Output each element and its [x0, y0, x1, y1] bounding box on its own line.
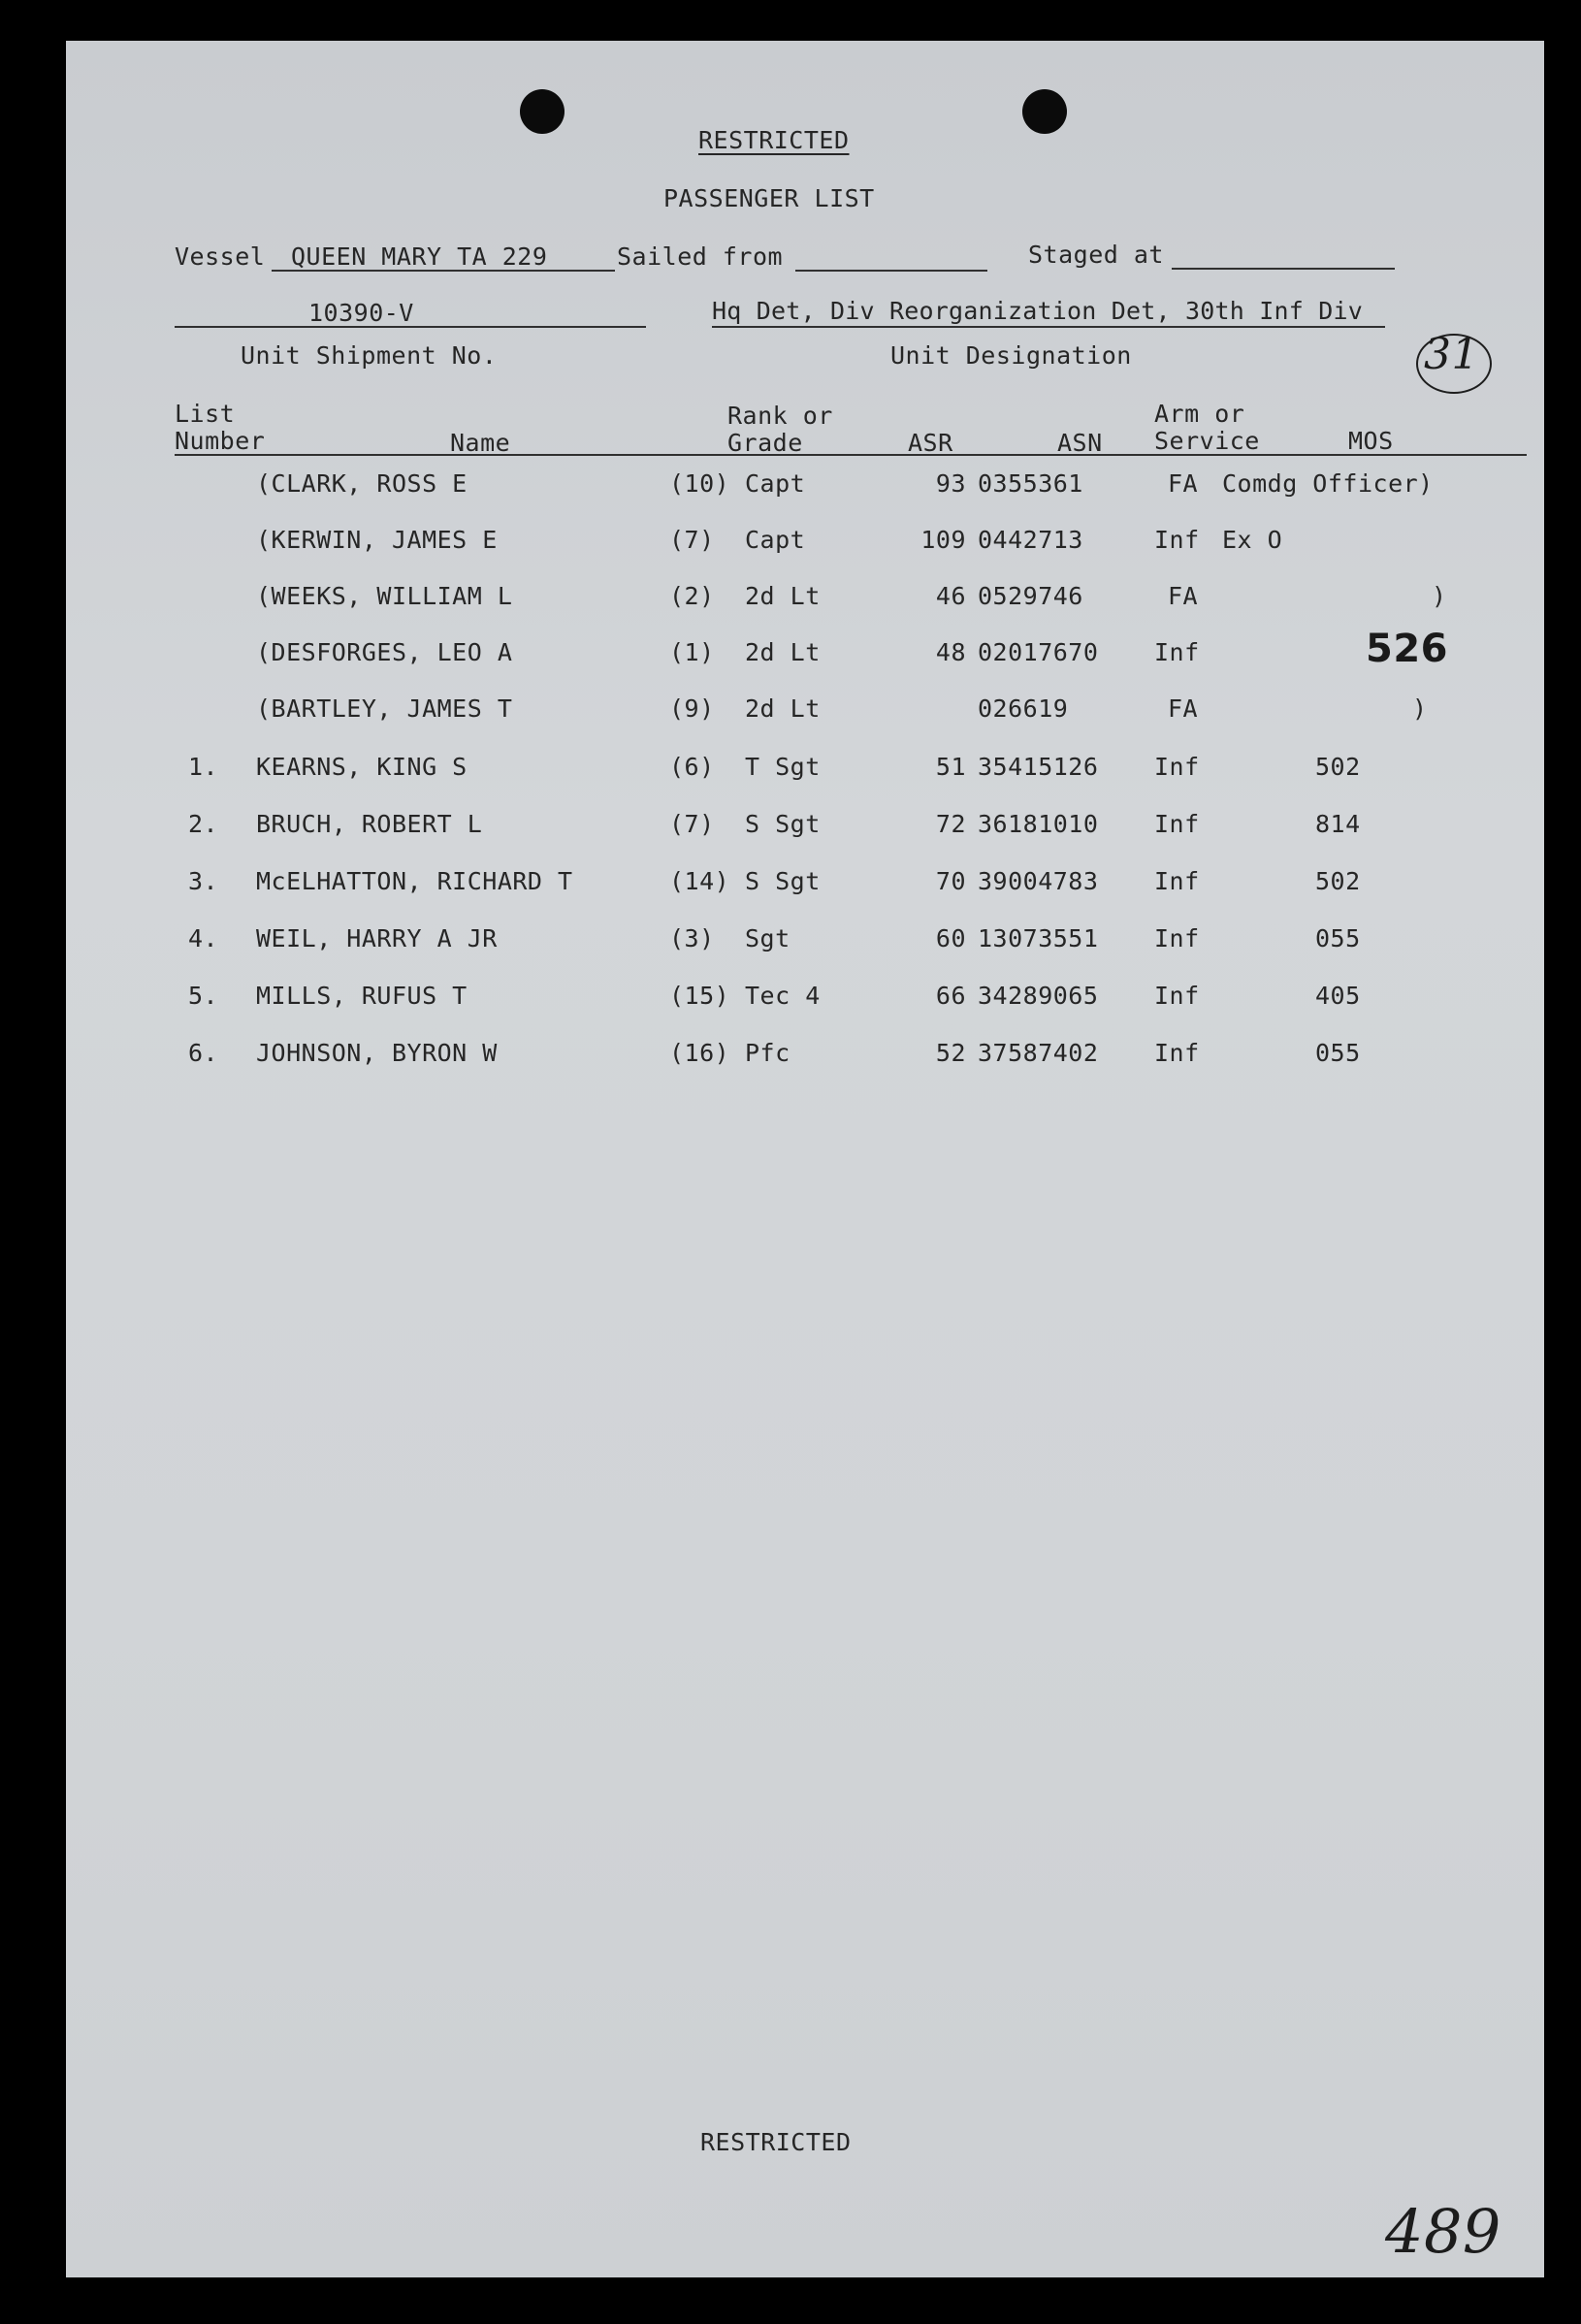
- row-mos: 055: [1315, 1039, 1361, 1067]
- row-rank: Pfc: [745, 1039, 790, 1067]
- row-rank: T Sgt: [745, 753, 821, 781]
- row-seq: (7): [669, 526, 715, 554]
- row-asr: 109: [920, 526, 966, 554]
- row-arm: Inf: [1154, 810, 1200, 838]
- row-number: 1.: [188, 753, 219, 781]
- row-seq: (9): [669, 694, 715, 723]
- unit-shipment-value: 10390-V: [308, 299, 414, 327]
- col-asn-header: ASN: [1057, 429, 1103, 457]
- row-arm: Inf: [1154, 1039, 1200, 1067]
- col-mos-header: MOS: [1348, 427, 1394, 455]
- row-seq: (14): [669, 867, 730, 895]
- unit-shipment-label: Unit Shipment No.: [241, 341, 498, 370]
- row-rank: Sgt: [745, 924, 790, 952]
- table-row: [66, 810, 1544, 858]
- document-page: [66, 41, 1544, 2277]
- table-row: [66, 638, 1544, 687]
- table-row: [66, 1039, 1544, 1087]
- row-asr: 66: [935, 982, 966, 1010]
- col-list-header-2: Number: [175, 427, 266, 455]
- row-name: (DESFORGES, LEO A: [256, 638, 513, 666]
- row-arm: FA: [1168, 582, 1199, 610]
- unit-designation-underline: [712, 326, 1385, 328]
- row-mos: 502: [1315, 753, 1361, 781]
- row-asn: 0442713: [978, 526, 1083, 554]
- table-row: [66, 753, 1544, 801]
- col-list-header-1: List: [175, 400, 236, 428]
- table-row: [66, 526, 1544, 574]
- row-asr: 93: [935, 469, 966, 498]
- row-mos: Comdg Officer): [1222, 469, 1434, 498]
- row-arm: Inf: [1154, 638, 1200, 666]
- row-rank: Tec 4: [745, 982, 821, 1010]
- row-asn: 026619: [978, 694, 1069, 723]
- table-row: [66, 469, 1544, 518]
- row-name: (CLARK, ROSS E: [256, 469, 468, 498]
- row-rank: S Sgt: [745, 810, 821, 838]
- row-asr: 60: [935, 924, 966, 952]
- row-rank: 2d Lt: [745, 638, 821, 666]
- row-rank: Capt: [745, 526, 806, 554]
- row-asn: 0355361: [978, 469, 1083, 498]
- row-asn: 37587402: [978, 1039, 1099, 1067]
- col-name-header: Name: [450, 429, 511, 457]
- table-row: [66, 582, 1544, 630]
- row-asn: 35415126: [978, 753, 1099, 781]
- row-seq: (15): [669, 982, 730, 1010]
- row-mos: Ex O: [1222, 526, 1283, 554]
- row-name: (BARTLEY, JAMES T: [256, 694, 513, 723]
- row-mos: 814: [1315, 810, 1361, 838]
- table-row: [66, 867, 1544, 916]
- stamp-number: 526: [1366, 627, 1448, 671]
- row-name: JOHNSON, BYRON W: [256, 1039, 498, 1067]
- row-asr: 72: [935, 810, 966, 838]
- header-underline: [175, 454, 1527, 456]
- row-seq: (1): [669, 638, 715, 666]
- punch-hole-left: [520, 89, 565, 134]
- row-arm: FA: [1168, 694, 1199, 723]
- row-seq: (3): [669, 924, 715, 952]
- row-number: 5.: [188, 982, 219, 1010]
- row-arm: Inf: [1154, 867, 1200, 895]
- vessel-value: QUEEN MARY TA 229: [291, 242, 548, 271]
- row-number: 6.: [188, 1039, 219, 1067]
- row-asn: 36181010: [978, 810, 1099, 838]
- restricted-footer: RESTRICTED: [700, 2128, 852, 2156]
- row-number: 2.: [188, 810, 219, 838]
- unit-designation-value: Hq Det, Div Reorganization Det, 30th Inf Div: [712, 297, 1364, 325]
- staged-at-underline: [1172, 268, 1395, 270]
- document-title: PASSENGER LIST: [663, 184, 875, 212]
- row-asn: 39004783: [978, 867, 1099, 895]
- row-seq: (2): [669, 582, 715, 610]
- row-asr: 46: [935, 582, 966, 610]
- col-rank-header-1: Rank or: [727, 402, 833, 430]
- page-number: 489: [1385, 2196, 1501, 2267]
- table-row: [66, 982, 1544, 1030]
- sailed-from-label: Sailed from: [617, 242, 784, 271]
- row-seq: (6): [669, 753, 715, 781]
- row-asn: 02017670: [978, 638, 1099, 666]
- row-rank: 2d Lt: [745, 582, 821, 610]
- row-arm: Inf: [1154, 924, 1200, 952]
- row-asn: 13073551: [978, 924, 1099, 952]
- row-seq: (7): [669, 810, 715, 838]
- row-mos: 502: [1315, 867, 1361, 895]
- row-asn: 34289065: [978, 982, 1099, 1010]
- row-seq: (16): [669, 1039, 730, 1067]
- unit-designation-label: Unit Designation: [890, 341, 1132, 370]
- sailed-from-underline: [795, 270, 987, 272]
- punch-hole-right: [1022, 89, 1067, 134]
- row-arm: Inf: [1154, 982, 1200, 1010]
- row-asr: 52: [935, 1039, 966, 1067]
- restricted-header: RESTRICTED: [698, 126, 850, 154]
- row-asr: 51: [935, 753, 966, 781]
- col-arm-header-1: Arm or: [1154, 400, 1245, 428]
- row-arm: Inf: [1154, 526, 1200, 554]
- col-rank-header-2: Grade: [727, 429, 803, 457]
- row-name: (WEEKS, WILLIAM L: [256, 582, 513, 610]
- staged-at-label: Staged at: [1028, 241, 1164, 269]
- row-name: WEIL, HARRY A JR: [256, 924, 498, 952]
- row-arm: FA: [1168, 469, 1199, 498]
- row-rank: 2d Lt: [745, 694, 821, 723]
- row-asr: 70: [935, 867, 966, 895]
- row-number: 4.: [188, 924, 219, 952]
- row-mos: ): [1412, 694, 1428, 723]
- row-name: (KERWIN, JAMES E: [256, 526, 498, 554]
- row-asr: 48: [935, 638, 966, 666]
- row-mos: 405: [1315, 982, 1361, 1010]
- row-rank: S Sgt: [745, 867, 821, 895]
- row-seq: (10): [669, 469, 730, 498]
- row-name: McELHATTON, RICHARD T: [256, 867, 573, 895]
- row-name: KEARNS, KING S: [256, 753, 468, 781]
- col-asr-header: ASR: [908, 429, 953, 457]
- row-asn: 0529746: [978, 582, 1083, 610]
- row-mos: ): [1432, 582, 1447, 610]
- table-row: [66, 924, 1544, 973]
- circled-number: 31: [1424, 330, 1479, 379]
- row-arm: Inf: [1154, 753, 1200, 781]
- row-mos: 055: [1315, 924, 1361, 952]
- row-rank: Capt: [745, 469, 806, 498]
- row-number: 3.: [188, 867, 219, 895]
- vessel-label: Vessel: [175, 242, 266, 271]
- row-name: MILLS, RUFUS T: [256, 982, 468, 1010]
- row-name: BRUCH, ROBERT L: [256, 810, 483, 838]
- table-row: [66, 694, 1544, 743]
- col-arm-header-2: Service: [1154, 427, 1260, 455]
